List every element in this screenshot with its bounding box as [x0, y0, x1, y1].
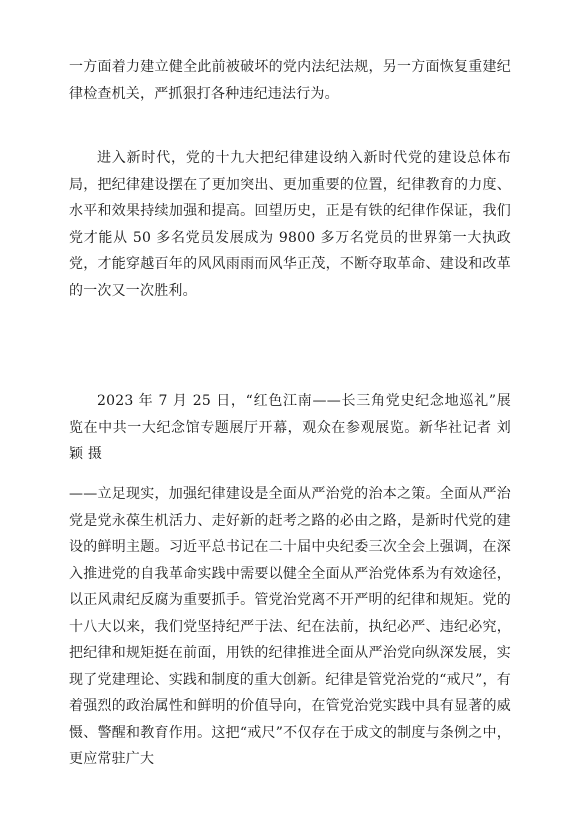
- paragraph-new-era: 进入新时代，党的十九大把纪律建设纳入新时代党的建设总体布局，把纪律建设摆在了更加突出、更加重要的位置，纪律教育的力度、水平和效果持续加强和提高。回望历史，正是有铁的纪律作保证，我们党才能从 50 多名党员发展成为 9800 多万名党员的世界第一大执政党，才能穿越百年的风风雨雨而风华正茂，不断夺取革命、建设和改革的一次又一次胜利。: [69, 150, 511, 299]
- paragraph-reality: ——立足现实，加强纪律建设是全面从严治党的治本之策。全面从严治党是党永葆生机活力、走好新的赶考之路的必由之路，是新时代党的建设的鲜明主题。习近平总书记在二十届中央纪委三次全会上强调，在深入推进党的自我革命实践中需要以健全全面从严治党体系为有效途径，以正风肃纪反腐为重要抓手。管党治党离不开严明的纪律和规矩。党的十八大以来，我们党坚持纪严于法、纪在法前，执纪必严、违纪必究，把纪律和规矩挺在前面，用铁的纪律推进全面从严治党向纵深发展，实现了党建理论、实践和制度的重大创新。纪律是管党治党的“戒尺”，有着强烈的政治属性和鲜明的价值导向，在管党治党实践中具有显著的威慑、警醒和教育作用。这把“戒尺”不仅存在于成文的制度与条例之中，更应常驻广大: [69, 486, 511, 767]
- photo-caption: 2023 年 7 月 25 日，“红色江南——长三角党史纪念地巡礼”展览在中共一大纪念馆专题展厅开幕，观众在参观展览。新华社记者 刘颖 摄: [69, 393, 511, 462]
- paragraph-discipline-rebuild: 一方面着力建立健全此前被破坏的党内法纪法规，另一方面恢复重建纪律检查机关，严抓狠打各种违纪违法行为。: [69, 59, 511, 102]
